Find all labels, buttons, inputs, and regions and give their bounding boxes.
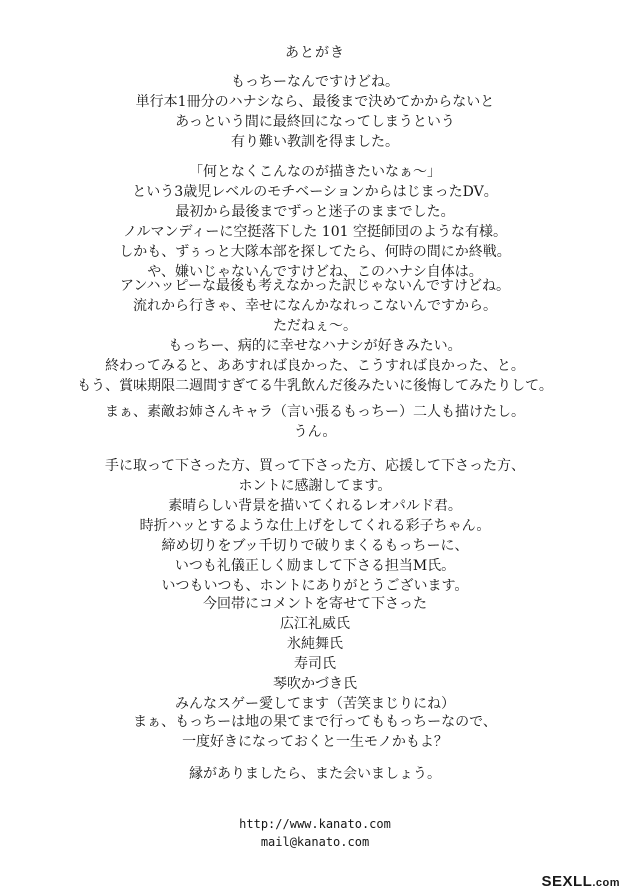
text-line: 一度好きになっておくと一生モノかもよ？ (182, 734, 448, 750)
text-line: 氷純舞氏 (287, 636, 343, 652)
watermark-suffix: .com (592, 877, 620, 889)
text-line: ただねぇ～。 (273, 318, 357, 334)
text-line: 時折ハッとするような仕上げをしてくれる彩子ちゃん。 (139, 518, 491, 534)
text-line: 最初から最後までずっと迷子のままでした。 (175, 204, 455, 220)
watermark-logo (541, 873, 620, 890)
contact-url[interactable]: http://www.kanato.com (239, 817, 391, 831)
text-line: 単行本1冊分のハナシなら、最後まで決めてかからないと (135, 94, 495, 110)
text-line: 今回帯にコメントを寄せて下さった (203, 596, 427, 612)
text-line: もう、賞味期限二週間すぎてる牛乳飲んだ後みたいに後悔してみたりして。 (77, 378, 553, 394)
paragraph-ending (0, 276, 630, 396)
contact-email[interactable]: mail@kanato.com (260, 835, 370, 849)
text-line: まぁ、素敵お姉さんキャラ（言い張るもっちー）二人も描けたし。 (105, 404, 525, 420)
text-line: 終わってみると、ああすれば良かった、こうすれば良かった、と。 (105, 358, 525, 374)
paragraph-farewell (0, 764, 630, 784)
text-line: という3歳児レベルのモチベーションからはじまったDV。 (132, 184, 498, 200)
text-line: 琴吹かづき氏 (273, 676, 357, 692)
text-line: アンハッピーな最後も考えなかった訳じゃないんですけどね。 (120, 278, 510, 294)
text-line: みんなスゲー愛してます（苦笑まじりにね） (175, 696, 455, 712)
text-line: しかも、ずぅっと大隊本部を探してたら、何時の間にか終戦。 (119, 244, 511, 260)
text-line: ノルマンディーに空挺落下した 101 空挺師団のような有様。 (123, 224, 507, 240)
page-title: あとがき (285, 45, 345, 61)
text-line: いつも礼儀正しく励まして下さる担当M氏。 (174, 558, 456, 574)
paragraph-characters (0, 402, 630, 442)
text-line: 締め切りをブッ千切りで破りまくるもっちーに、 (161, 538, 469, 554)
text-line: あっという間に最終回になってしまうという (175, 114, 455, 130)
text-line: 寿司氏 (294, 656, 336, 672)
text-line: 有り難い教訓を得ました。 (231, 134, 399, 150)
text-line: いつもいつも、ホントにありがとうございます。 (161, 578, 469, 594)
watermark-main: SEXLL (541, 873, 593, 890)
text-line: 縁がありましたら、また会いましょう。 (189, 766, 441, 782)
text-line: 素晴らしい背景を描いてくれるレオパルド君。 (168, 498, 462, 514)
text-line: もっちーなんですけどね。 (231, 74, 399, 90)
paragraph-dv (0, 162, 630, 282)
paragraph-closing (0, 712, 630, 752)
text-line: まぁ、もっちーは地の果てまで行ってももっちーなので、 (133, 714, 497, 730)
text-line: うん。 (293, 424, 337, 440)
text-line: もっちー、病的に幸せなハナシが好きみたい。 (168, 338, 462, 354)
paragraph-thanks (0, 456, 630, 596)
text-line: 手に取って下さった方、買って下さった方、応援して下さった方、 (105, 458, 525, 474)
text-line: ホントに感謝してます。 (238, 478, 392, 494)
text-line: や、嫌いじゃないんですけどね、このハナシ自体は。 (147, 264, 483, 280)
text-line: 広江礼威氏 (280, 616, 350, 632)
paragraph-intro (0, 72, 630, 152)
paragraph-comments (0, 594, 630, 714)
text-line: 「何となくこんなのが描きたいなぁ～」 (189, 164, 441, 180)
text-line: 流れから行きゃ、幸せになんかなれっこないんですから。 (133, 298, 497, 314)
